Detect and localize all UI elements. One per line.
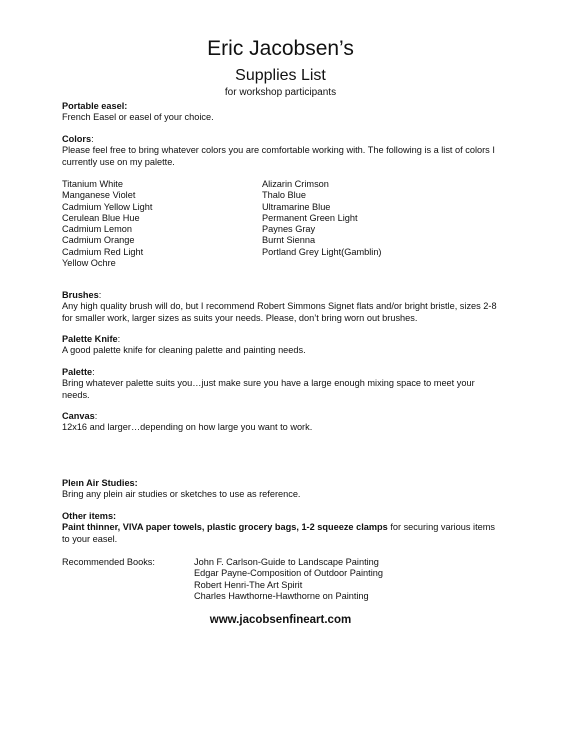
recommended-books-list [194, 557, 383, 602]
book-item: Edgar Payne-Composition of Outdoor Painting [194, 568, 383, 579]
color-item: Yellow Ochre [62, 258, 116, 269]
recommended-books-label: Recommended Books: [62, 557, 155, 567]
color-item: Paynes Gray [262, 224, 316, 235]
color-item: Cadmium Yellow Light [62, 201, 153, 212]
color-item: Permanent Green Light [262, 212, 358, 223]
section-text: 12x16 and larger…depending on how large you want to work. [62, 422, 313, 433]
section-heading: Brushes: [62, 290, 102, 300]
section-text: French Easel or easel of your choice. [62, 112, 214, 123]
color-item: Burnt Sienna [262, 235, 316, 246]
section-heading: Canvas: [62, 411, 98, 421]
section-text: Bring whatever palette suits you…just make sure you have a large enough mixing space to meet your needs. [62, 378, 475, 400]
color-item: Thalo Blue [262, 190, 306, 201]
color-item: Titanium White [62, 179, 123, 189]
section-plein-air-studies [62, 478, 502, 501]
section-other-items [62, 511, 502, 545]
color-item: Manganese Violet [62, 190, 136, 201]
document-title: Eric Jacobsen’s [207, 37, 354, 60]
color-item: Cadmium Orange [62, 235, 135, 246]
color-item: Portland Grey Light(Gamblin) [262, 246, 382, 257]
section-text: A good palette knife for cleaning palette and painting needs. [62, 345, 306, 356]
document-tagline: for workshop participants [224, 87, 337, 98]
color-item: Ultramarine Blue [262, 201, 331, 212]
section-heading: Other items: [62, 511, 117, 521]
section-canvas [62, 411, 502, 434]
color-item: Cerulean Blue Hue [62, 212, 140, 223]
section-heading: Pleın Air Studies: [62, 478, 138, 488]
colors-left-column [62, 179, 152, 269]
section-portable-easel [62, 101, 502, 124]
other-items-text: for securing various items to your easel. [62, 522, 495, 544]
section-text [62, 522, 502, 545]
section-brushes [62, 290, 502, 324]
book-item: Robert Henri-The Art Spirit [194, 579, 303, 590]
section-heading: Palette Knife: [62, 334, 121, 344]
website-url: www.jacobsenfineart.com [209, 614, 352, 626]
section-heading: Portable easel: [62, 101, 128, 111]
book-item: John F. Carlson-Guide to Landscape Painting [194, 557, 379, 567]
other-items-bold-text: Paint thinner, VIVA paper towels, plastic grocery bags, 1-2 squeeze clamps [62, 522, 388, 533]
section-text: Please feel free to bring whatever colors you are comfortable working with. The following is a list of colors I currently use on my palette. [62, 145, 495, 167]
color-item: Cadmium Red Light [62, 246, 144, 257]
section-colors [62, 134, 502, 168]
document-subtitle: Supplies List [235, 67, 326, 84]
section-text: Any high quality brush will do, but I recommend Robert Simmons Signet flats and/or bright bristle, sizes 2-8 for smaller work, larger sizes as suits your needs. Please, don’t bring worn out brushes. [62, 301, 497, 323]
colors-right-column [262, 179, 382, 258]
section-heading: Palette: [62, 367, 95, 377]
section-palette-knife [62, 334, 502, 357]
section-heading: Colors: [62, 134, 94, 144]
color-item: Cadmium Lemon [62, 224, 132, 235]
section-text: Bring any plein air studies or sketches to use as reference. [62, 489, 301, 500]
color-item: Alizarin Crimson [262, 179, 329, 189]
section-palette [62, 367, 502, 401]
book-item: Charles Hawthorne-Hawthorne on Painting [194, 590, 369, 601]
